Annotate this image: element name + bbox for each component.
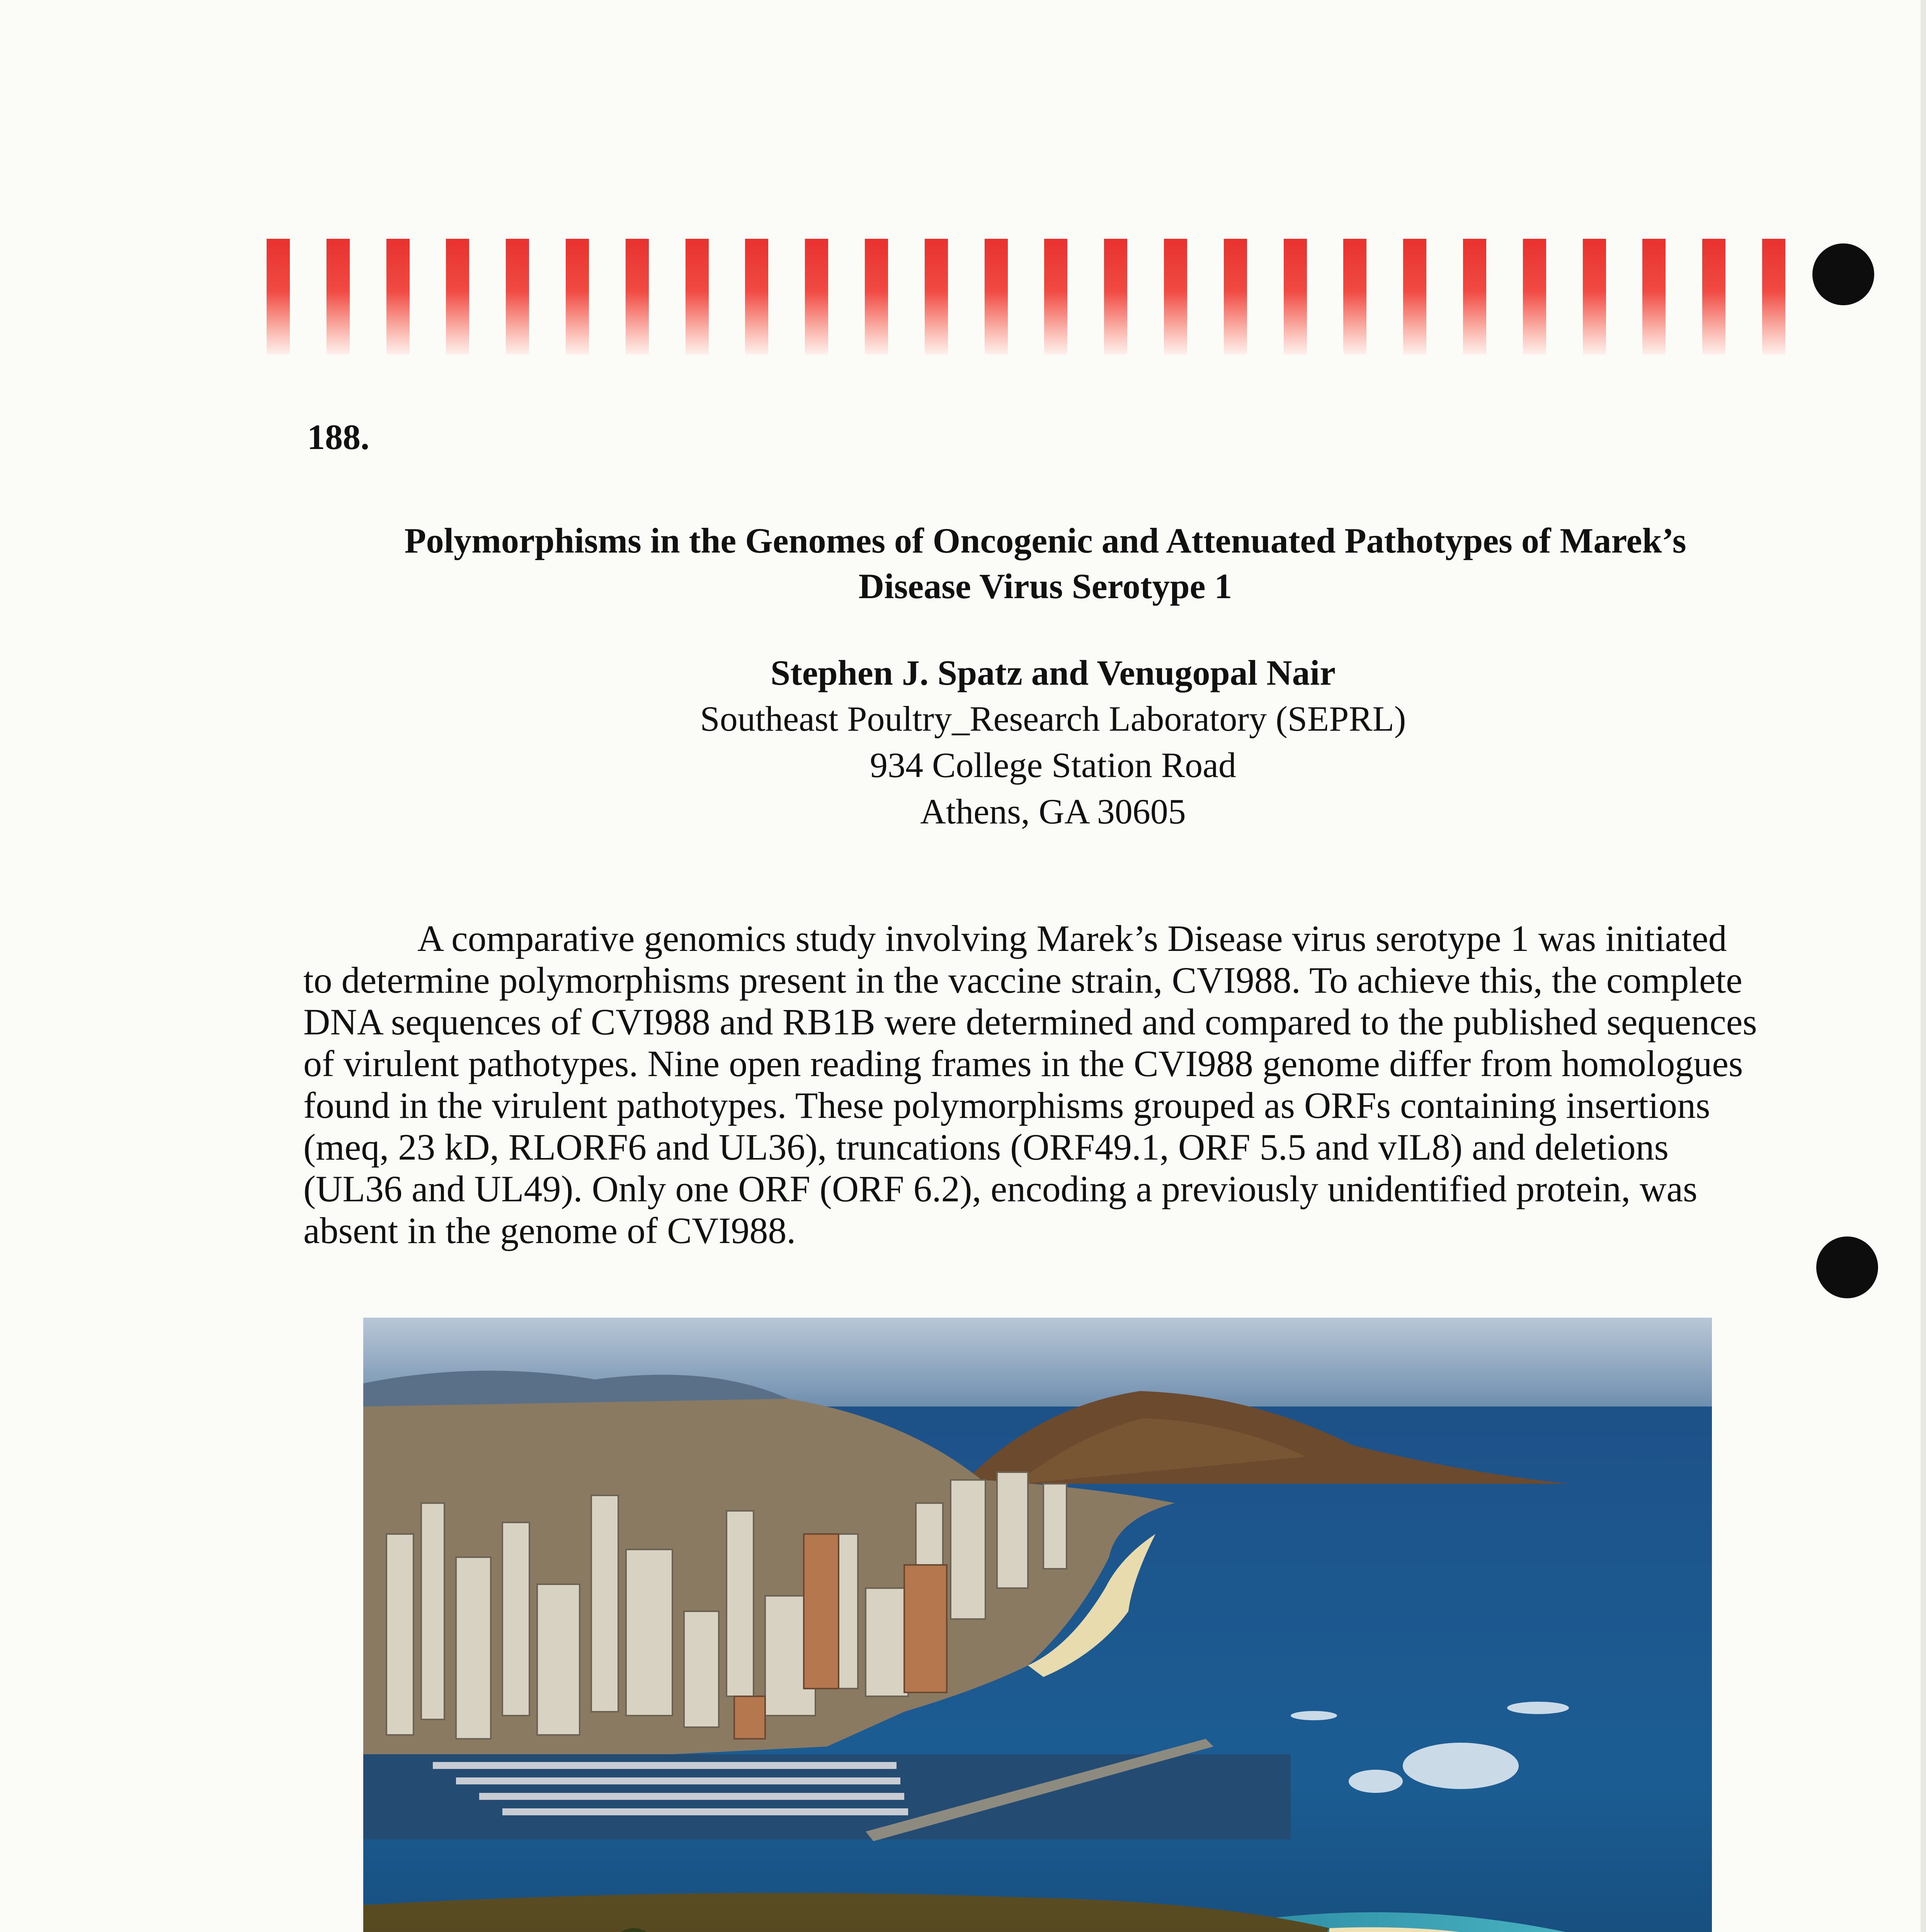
punch-hole-top — [1812, 243, 1874, 305]
paper-title-line-2: Disease Virus Serotype 1 — [858, 566, 1232, 606]
decorative-stripe — [1044, 239, 1067, 355]
abstract-line: to determine polymorphisms present in the vaccine strain, CVI988. To achieve this, the complete — [303, 959, 1742, 1001]
abstract-line: found in the virulent pathotypes. These polymorphisms grouped as ORFs containing insertions — [303, 1085, 1710, 1126]
decorative-stripe — [386, 239, 410, 355]
affiliation-institution: Southeast Poultry_Research Laboratory (SEPRL) — [700, 699, 1406, 738]
decorative-stripe — [985, 239, 1008, 355]
decorative-stripe — [805, 239, 828, 355]
decorative-stripe — [506, 239, 529, 355]
decorative-stripe — [1343, 239, 1366, 355]
paper-title — [305, 518, 1785, 609]
abstract-line: (UL36 and UL49). Only one ORF (ORF 6.2), encoding a previously unidentified protein, was — [303, 1168, 1698, 1209]
aerial-coastline-photo — [363, 1318, 1712, 1932]
decorative-stripe — [745, 239, 768, 355]
decorative-stripe — [1224, 239, 1247, 355]
abstract-paragraph — [303, 918, 1814, 1252]
decorative-stripe — [1702, 239, 1725, 355]
decorative-stripe — [686, 239, 709, 355]
abstract-line: DNA sequences of CVI988 and RB1B were determined and compared to the published sequences — [303, 1001, 1757, 1043]
decorative-stripe — [865, 239, 888, 355]
decorative-stripe — [1642, 239, 1666, 355]
affiliation-block — [390, 696, 1716, 835]
decorative-stripe — [446, 239, 469, 355]
decorative-stripe — [1523, 239, 1546, 355]
abstract-number: 188. — [307, 417, 369, 457]
decorative-stripe-band — [267, 239, 1785, 359]
affiliation-street: 934 College Station Road — [869, 745, 1237, 785]
author-names: Stephen J. Spatz and Venugopal Nair — [770, 653, 1336, 692]
decorative-stripe — [1104, 239, 1127, 355]
page-edge — [1921, 0, 1926, 1932]
affiliation-city: Athens, GA 30605 — [920, 792, 1186, 831]
decorative-stripe — [925, 239, 948, 355]
abstract-line: A comparative genomics study involving Marek’s Disease virus serotype 1 was initiated — [417, 918, 1727, 959]
paper-title-line-1: Polymorphisms in the Genomes of Oncogenic and Attenuated Pathotypes of Marek’s — [404, 521, 1686, 560]
abstract-line: (meq, 23 kD, RLORF6 and UL36), truncations (ORF49.1, ORF 5.5 and vIL8) and deletions — [303, 1126, 1669, 1168]
punch-hole-middle — [1816, 1236, 1878, 1298]
decorative-stripe — [327, 239, 350, 355]
decorative-stripe — [1762, 239, 1785, 355]
abstract-line: of virulent pathotypes. Nine open reading frames in the CVI988 genome differ from homologues — [303, 1043, 1743, 1084]
decorative-stripe — [1284, 239, 1307, 355]
decorative-stripe — [626, 239, 649, 355]
abstract-line: absent in the genome of CVI988. — [303, 1210, 796, 1251]
decorative-stripe — [1463, 239, 1486, 355]
decorative-stripe — [1403, 239, 1426, 355]
decorative-stripe — [267, 239, 290, 355]
decorative-stripe — [566, 239, 589, 355]
decorative-stripe — [1164, 239, 1187, 355]
decorative-stripe — [1583, 239, 1606, 355]
